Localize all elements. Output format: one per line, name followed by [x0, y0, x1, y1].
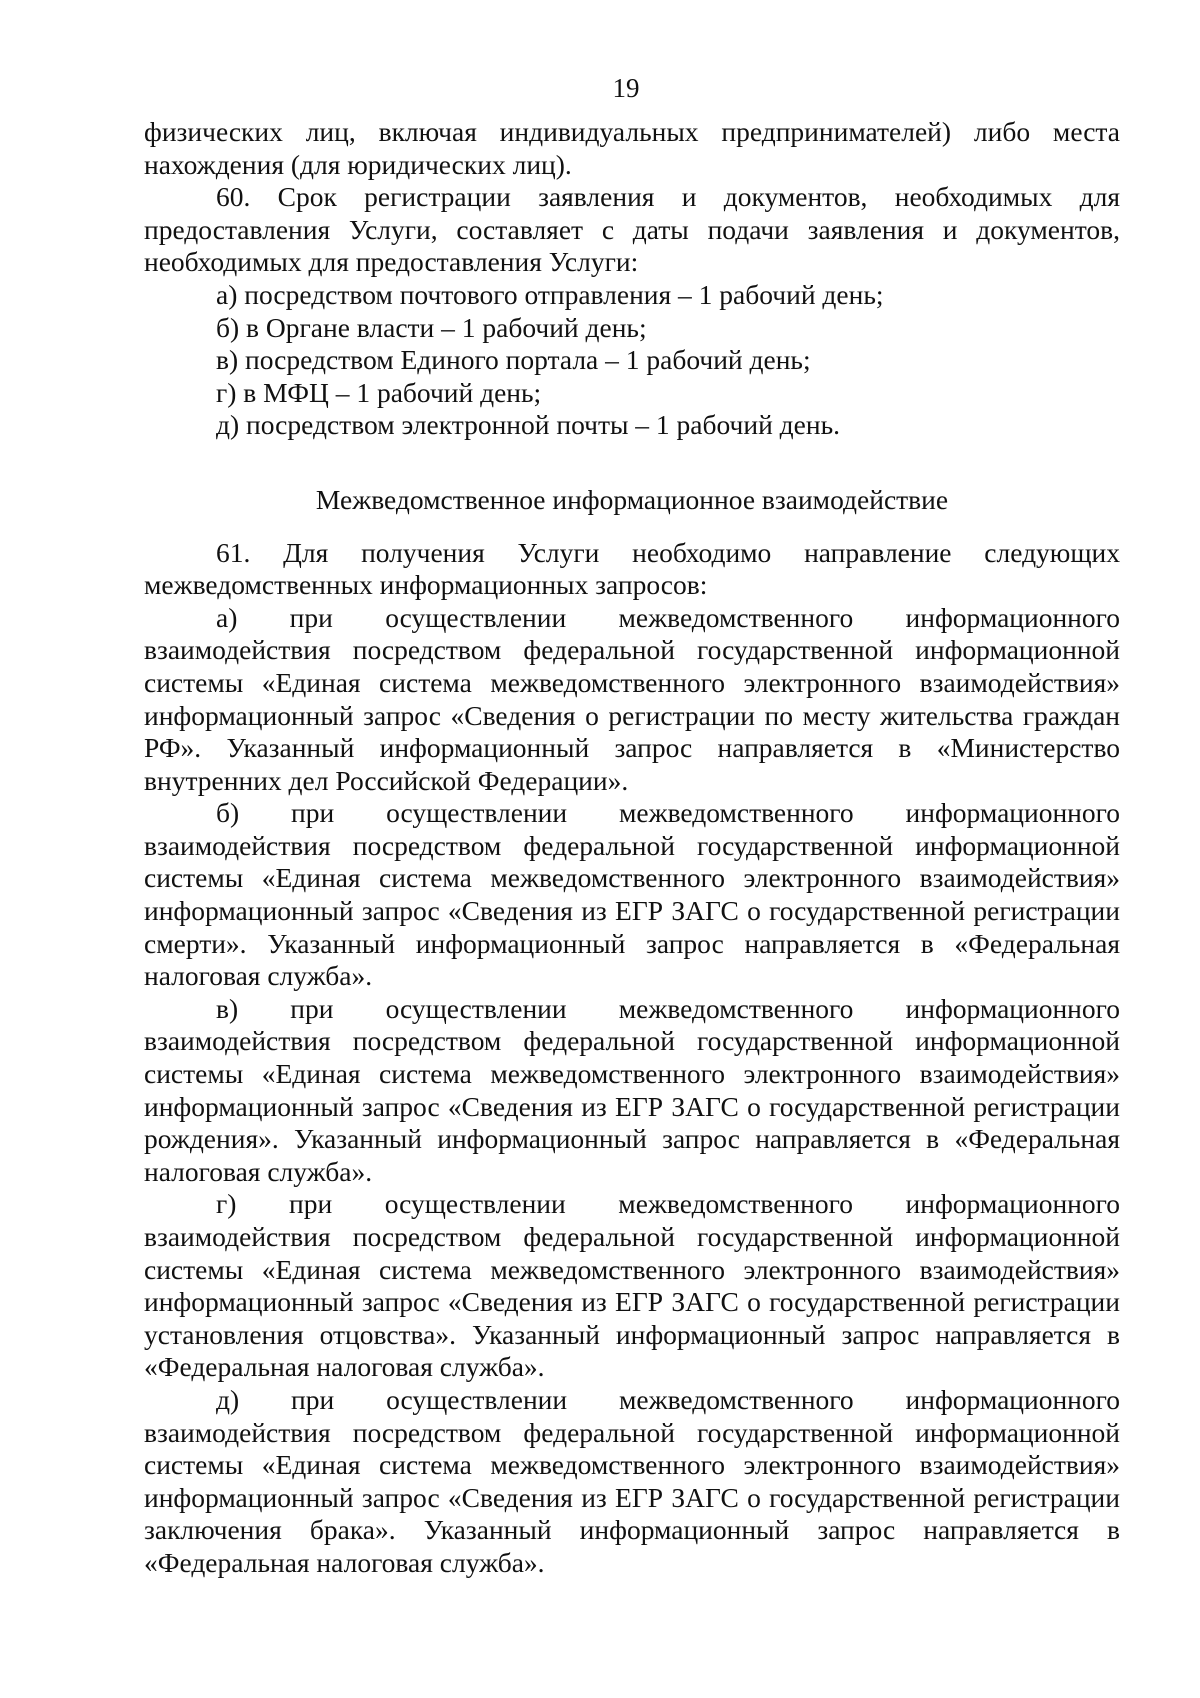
paragraph-61-item-g: г) при осуществлении межведомственного информационного взаимодействия посредством федеральной государственной информационной системы «Единая система межведомственного электронного взаимодействия» информационный запрос «Сведения из ЕГР ЗАГС о государственной регистрации установления отцовства». Указанный информационный запрос направляется в «Федеральная налоговая служба». — [144, 1188, 1120, 1383]
section-heading: Межведомственное информационное взаимодействие — [315, 483, 949, 515]
paragraph-61-item-a: а) при осуществлении межведомственного информационного взаимодействия посредством федеральной государственной информационной системы «Единая система межведомственного электронного взаимодействия» информационный запрос «Сведения о регистрации по месту жительства граждан РФ». Указанный информационный запрос направляется в «Министерство внутренних дел Российской Федерации». — [144, 601, 1120, 796]
paragraph-60-item-a: а) посредством почтового отправления – 1 рабочий день; — [216, 278, 884, 310]
paragraph-61-intro: 61. Для получения Услуги необходимо направление следующих межведомственных информационных запросов: — [144, 536, 1120, 601]
paragraph-60-item-g: г) в МФЦ – 1 рабочий день; — [216, 376, 542, 408]
paragraph-60-item-d: д) посредством электронной почты – 1 рабочий день. — [216, 409, 841, 441]
continuation-paragraph: физических лиц, включая индивидуальных предпринимателей) либо места нахождения (для юридических лиц). — [144, 116, 1120, 180]
paragraph-60-item-v: в) посредством Единого портала – 1 рабочий день; — [216, 344, 811, 376]
paragraph-61-item-b: б) при осуществлении межведомственного информационного взаимодействия посредством федеральной государственной информационной системы «Единая система межведомственного электронного взаимодействия» информационный запрос «Сведения из ЕГР ЗАГС о государственной регистрации смерти». Указанный информационный запрос направляется в «Федеральная налоговая служба». — [144, 797, 1120, 992]
document-body — [144, 116, 1120, 1580]
paragraph-61-item-d: д) при осуществлении межведомственного информационного взаимодействия посредством федеральной государственной информационной системы «Единая система межведомственного электронного взаимодействия» информационный запрос «Сведения из ЕГР ЗАГС о государственной регистрации заключения брака». Указанный информационный запрос направляется в «Федеральная налоговая служба». — [144, 1383, 1120, 1578]
paragraph-61-item-v: в) при осуществлении межведомственного информационного взаимодействия посредством федеральной государственной информационной системы «Единая система межведомственного электронного взаимодействия» информационный запрос «Сведения из ЕГР ЗАГС о государственной регистрации рождения». Указанный информационный запрос направляется в «Федеральная налоговая служба». — [144, 992, 1120, 1187]
page-number: 19 — [612, 73, 640, 103]
paragraph-60-intro: 60. Срок регистрации заявления и документов, необходимых для предоставления Услуги, составляет с даты подачи заявления и документов, необходимых для предоставления Услуги: — [144, 181, 1120, 278]
paragraph-60-item-b: б) в Органе власти – 1 рабочий день; — [216, 311, 647, 343]
